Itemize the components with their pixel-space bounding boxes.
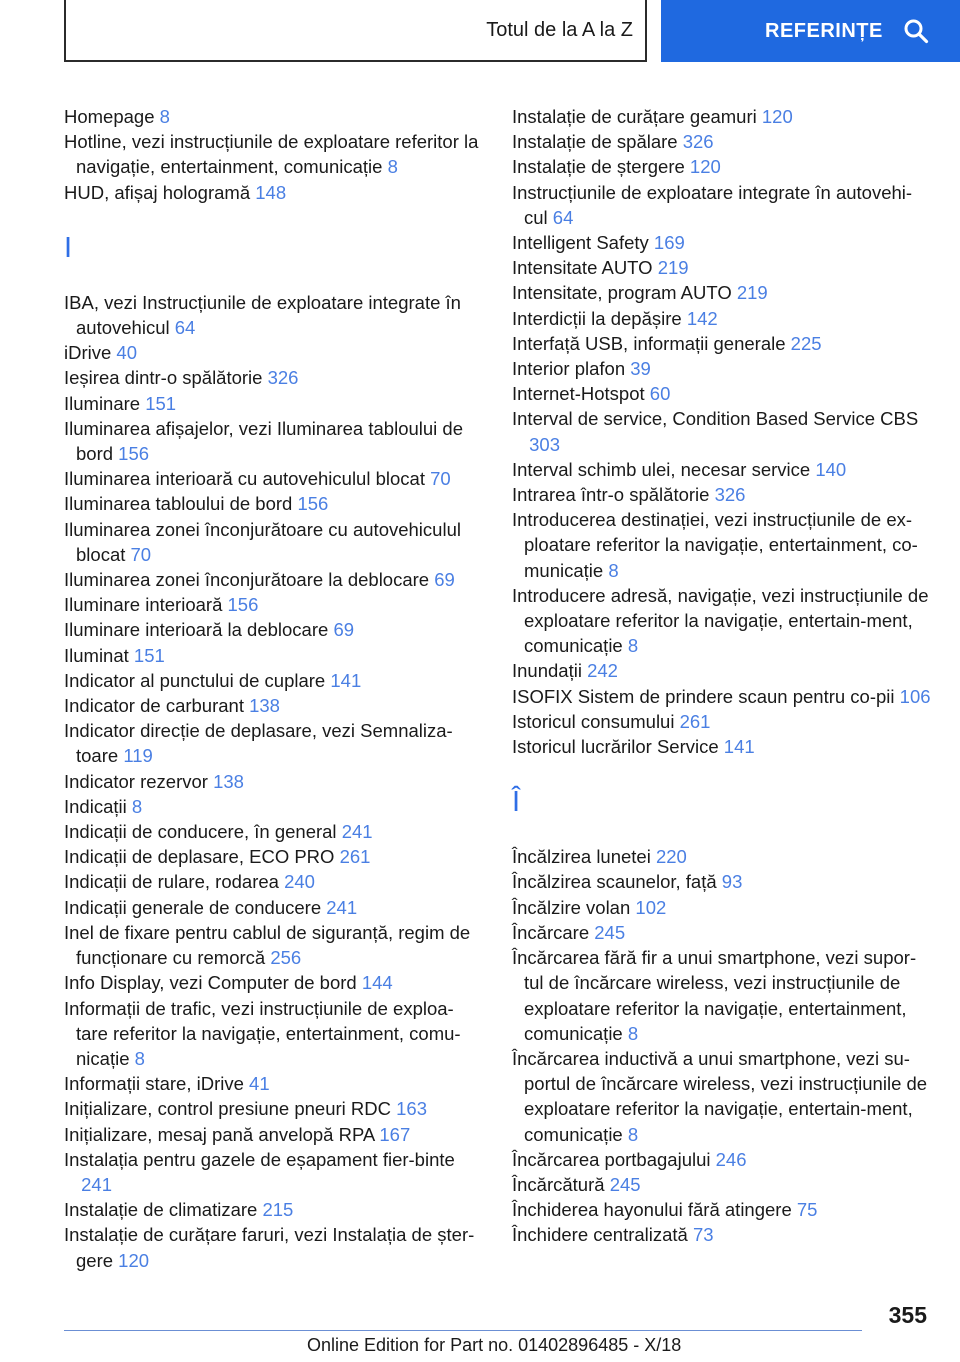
page-reference-link[interactable]: 156 <box>297 493 329 515</box>
page-reference-link[interactable]: 245 <box>609 1173 641 1195</box>
references-button-label: REFERINȚE <box>765 19 883 42</box>
index-entry <box>512 869 932 894</box>
index-entry <box>512 230 932 255</box>
index-entry-term: Iluminarea tabloului de bord <box>64 493 293 515</box>
index-entry-term: Instalație de ștergere <box>512 156 685 178</box>
index-entry <box>512 154 932 179</box>
index-entry-term: Indicator de carburant <box>64 695 244 717</box>
index-entry-term: Interval de service, Condition Based Service CBS <box>512 408 919 430</box>
page-reference-link[interactable]: 138 <box>249 695 280 717</box>
index-entry-term: Indicator al punctului de cuplare <box>64 669 326 691</box>
index-entry-term: Încărcarea portbagajului <box>512 1148 711 1170</box>
page-reference-link[interactable]: 326 <box>267 367 299 389</box>
index-entry-term: Inel de fixare pentru cablul de siguranță, regim de funcționare cu remorcă <box>64 921 471 969</box>
page-reference-link[interactable]: 245 <box>594 921 626 943</box>
index-entry <box>64 567 484 592</box>
page-reference-link[interactable]: 151 <box>133 644 165 666</box>
page-reference-link[interactable]: 215 <box>262 1199 294 1221</box>
page-reference-link[interactable]: 8 <box>608 559 619 581</box>
index-entry-term: Intensitate, program AUTO <box>512 282 732 304</box>
page-reference-link[interactable]: 120 <box>118 1249 150 1271</box>
index-entry <box>64 668 484 693</box>
index-entry <box>64 592 484 617</box>
page-reference-link[interactable]: 73 <box>693 1224 714 1246</box>
page-reference-link[interactable]: 246 <box>715 1148 747 1170</box>
index-entry-term: Instalație de curățare geamuri <box>512 106 757 127</box>
index-entry-term: Instalație de curățare faruri, vezi Instalația de șter-gere <box>64 1224 475 1271</box>
page-reference-link[interactable]: 120 <box>761 106 793 127</box>
page-reference-link[interactable]: 261 <box>339 846 371 868</box>
index-entry-term: Interfață USB, informații generale <box>512 332 786 354</box>
page-reference-link[interactable]: 8 <box>131 795 143 817</box>
page-reference-link[interactable]: 138 <box>213 770 244 792</box>
index-entry <box>64 491 484 516</box>
index-entry <box>64 970 484 995</box>
index-entry-term: Intelligent Safety <box>512 232 649 254</box>
index-entry <box>64 617 484 642</box>
page-reference-link[interactable]: 119 <box>123 745 153 767</box>
index-entry-term: Încălzire volan <box>512 896 631 918</box>
index-entry-term: iDrive <box>64 342 112 364</box>
index-entry-term: Inițializare, control presiune pneuri RDC <box>64 1098 391 1120</box>
index-entry-term: Instalația pentru gazele de eșapament fier-binte <box>64 1148 455 1170</box>
page-reference-link[interactable]: 220 <box>655 846 687 868</box>
index-entry-term: Interior plafon <box>512 358 626 380</box>
index-entry-term: Intensitate AUTO <box>512 257 653 279</box>
index-entry <box>512 583 932 659</box>
index-entry-term: Indicator rezervor <box>64 770 208 792</box>
page-reference-link[interactable]: 64 <box>174 317 196 339</box>
page-reference-link[interactable]: 69 <box>434 569 455 591</box>
index-entry-term: Interdicții la depășire <box>512 307 682 329</box>
page-reference-link[interactable]: 39 <box>630 358 651 380</box>
page-reference-link[interactable]: 148 <box>255 181 287 203</box>
index-entry-term: Închiderea hayonului fără atingere <box>512 1199 792 1221</box>
index-entry <box>64 517 484 567</box>
index-entry <box>64 895 484 920</box>
page-reference-link[interactable]: 40 <box>116 342 137 364</box>
index-entry <box>64 365 484 390</box>
page-reference-link[interactable]: 8 <box>627 1022 639 1044</box>
page-reference-link[interactable]: 219 <box>657 257 689 279</box>
index-entry <box>64 1122 484 1147</box>
page-number: 355 <box>888 1302 927 1328</box>
page-reference-link[interactable]: 241 <box>341 821 373 843</box>
footer-divider <box>64 1330 862 1331</box>
index-entry <box>64 643 484 668</box>
page-reference-link[interactable]: 326 <box>682 131 714 153</box>
index-entry-term: Iluminare interioară la deblocare <box>64 619 329 641</box>
index-entry-term: Iluminarea zonei înconjurătoare la deblocare <box>64 569 430 591</box>
page-reference-link[interactable]: 69 <box>333 619 355 641</box>
index-entry <box>64 180 484 205</box>
index-entry-term: Iluminat <box>64 644 129 666</box>
index-entry <box>512 331 932 356</box>
index-entry <box>512 1172 932 1197</box>
page-reference-link[interactable]: 256 <box>270 947 302 969</box>
page-reference-link[interactable]: 120 <box>689 156 721 178</box>
page-reference-link[interactable]: 241 <box>81 1173 113 1195</box>
page-reference-link[interactable]: 167 <box>379 1123 411 1145</box>
index-entry-term: Intrarea într-o spălătorie <box>512 484 710 506</box>
page-reference-link[interactable]: 41 <box>249 1073 270 1095</box>
index-entry-term: Încălzirea scaunelor, față <box>512 871 717 893</box>
index-entry-term: Info Display, vezi Computer de bord <box>64 972 357 994</box>
index-entry <box>64 129 484 179</box>
index-entry-term: Încărcarea fără fir a unui smartphone, vezi supor-tul de încărcare wireless, vezi instrucțiunile de exploatare referitor la navigație, entertainment, comunicație <box>512 947 917 1044</box>
index-entry <box>64 416 484 466</box>
index-entry <box>512 457 932 482</box>
index-entry-term: Încălzirea lunetei <box>512 846 651 868</box>
index-entry-term: Iluminarea interioară cu autovehiculul blocat <box>64 468 425 490</box>
footer-edition: Online Edition for Part no. 01402896485 - X/18 <box>307 1335 682 1355</box>
index-entry <box>512 406 932 456</box>
references-button[interactable] <box>661 0 960 62</box>
index-entry <box>64 104 484 129</box>
index-entry-term: Încărcarea inductivă a unui smartphone, vezi su-portul de încărcare wireless, vezi instrucțiunile de exploatare referitor la navigație, entertain-ment, comunicație <box>512 1047 928 1145</box>
index-entry <box>512 734 932 759</box>
page-reference-link[interactable]: 8 <box>134 1047 145 1069</box>
index-entry <box>512 1222 932 1247</box>
page-reference-link[interactable]: 70 <box>130 543 152 565</box>
index-entry-term: Internet-Hotspot <box>512 383 645 405</box>
index-entry <box>512 1197 932 1222</box>
index-entry <box>64 1197 484 1222</box>
page-reference-link[interactable]: 64 <box>552 206 574 228</box>
index-entry-term: Instalație de climatizare <box>64 1199 258 1221</box>
index-entry-term: Introducerea destinației, vezi instrucțiunile de ex-ploatare referitor la navigație, entertainment, co-municație <box>512 509 918 581</box>
page-reference-link[interactable]: 219 <box>736 282 768 304</box>
index-entry-term: Instrucțiunile de exploatare integrate în autovehi-cul <box>512 181 913 228</box>
page-reference-link[interactable]: 156 <box>227 594 259 616</box>
page-reference-link[interactable]: 140 <box>815 458 847 480</box>
index-entry <box>512 507 932 583</box>
index-entry-term: Indicații de rulare, rodarea <box>64 871 279 893</box>
index-entry-term: Închidere centralizată <box>512 1224 688 1246</box>
page-reference-link[interactable]: 60 <box>649 383 671 405</box>
index-entry <box>512 1046 932 1147</box>
page-reference-link[interactable]: 326 <box>714 484 746 506</box>
index-entry-term: Indicator direcție de deplasare, vezi Semnaliza-toare <box>64 720 453 767</box>
index-entry <box>64 1147 484 1197</box>
index-column-right <box>512 104 932 1248</box>
search-icon <box>903 18 929 44</box>
index-entry-term: Introducere adresă, navigație, vezi instrucțiunile de exploatare referitor la navigație, entertain-ment, comunicație <box>512 584 929 657</box>
index-entry-term: Informații de trafic, vezi instrucțiunile de exploa-tare referitor la navigație, entertainment, comu-nicație <box>64 997 461 1069</box>
index-entry <box>64 340 484 365</box>
index-entry-term: Ieșirea dintr-o spălătorie <box>64 367 263 389</box>
index-entry-term: ISOFIX Sistem de prindere scaun pentru co-pii <box>512 685 895 707</box>
index-entry <box>64 920 484 970</box>
index-entry-term: Încărcare <box>512 921 590 943</box>
index-entry <box>64 769 484 794</box>
index-entry <box>64 693 484 718</box>
index-entry <box>512 280 932 305</box>
page-reference-link[interactable]: 151 <box>145 392 177 414</box>
index-entry-term: Inundații <box>512 660 582 682</box>
page-reference-link[interactable]: 242 <box>587 660 618 682</box>
index-entry <box>512 945 932 1046</box>
index-entry <box>64 869 484 894</box>
page-reference-link[interactable]: 225 <box>790 332 822 354</box>
index-entry-term: Interval schimb ulei, necesar service <box>512 458 811 480</box>
page-reference-link[interactable]: 75 <box>796 1199 818 1221</box>
page-reference-link[interactable]: 142 <box>686 307 718 329</box>
index-entry-term: Inițializare, mesaj pană anvelopă RPA <box>64 1123 375 1145</box>
index-entry <box>512 844 932 869</box>
index-entry <box>64 1096 484 1121</box>
index-entry <box>64 290 484 340</box>
index-entry-term: Indicații de deplasare, ECO PRO <box>64 846 335 868</box>
index-entry <box>512 129 932 154</box>
index-entry-term: Homepage <box>64 106 155 127</box>
page-reference-link[interactable]: 106 <box>899 685 931 707</box>
index-entry-term: Instalație de spălare <box>512 131 678 153</box>
index-entry-term: Istoricul lucrărilor Service <box>512 736 719 758</box>
index-entry <box>512 180 932 230</box>
index-entry <box>512 482 932 507</box>
page-reference-link[interactable]: 70 <box>430 468 451 490</box>
index-entry-term: Iluminare <box>64 392 141 414</box>
index-entry <box>64 794 484 819</box>
index-entry-term: Indicații <box>64 795 127 817</box>
index-entry-term: Iluminarea zonei înconjurătoare cu autovehiculul blocat <box>64 518 461 565</box>
index-entry <box>64 1222 484 1272</box>
index-entry-term: Încărcătură <box>512 1173 605 1195</box>
index-entry <box>512 1147 932 1172</box>
page-reference-link[interactable]: 93 <box>721 871 743 893</box>
index-entry <box>512 920 932 945</box>
index-entry <box>512 255 932 280</box>
index-entry <box>64 466 484 491</box>
index-entry-term: IBA, vezi Instrucțiunile de exploatare integrate în autovehicul <box>64 291 461 339</box>
page-reference-link[interactable]: 144 <box>361 972 393 994</box>
index-entry-term: Hotline, vezi instrucțiunile de exploatare referitor la navigație, entertainment, comunicație <box>64 131 479 178</box>
page-reference-link[interactable]: 261 <box>679 710 711 732</box>
index-entry-term: Indicații de conducere, în general <box>64 821 337 843</box>
index-entry <box>512 356 932 381</box>
index-entry <box>64 819 484 844</box>
section-title: Totul de la A la Z <box>486 18 633 41</box>
page-reference-link[interactable]: 241 <box>326 896 358 918</box>
index-entry <box>512 104 932 129</box>
page-reference-link[interactable]: 8 <box>159 106 170 127</box>
page-reference-link[interactable]: 141 <box>330 669 362 691</box>
index-entry <box>64 996 484 1072</box>
page-reference-link[interactable]: 102 <box>635 896 667 918</box>
page-reference-link[interactable]: 8 <box>627 1123 639 1145</box>
page-reference-link[interactable]: 163 <box>396 1098 427 1120</box>
index-entry <box>64 391 484 416</box>
index-entry <box>512 895 932 920</box>
page-reference-link[interactable]: 240 <box>284 871 315 893</box>
index-entry <box>512 306 932 331</box>
page-reference-link[interactable]: 8 <box>627 635 639 657</box>
page-reference-link[interactable]: 8 <box>387 156 398 178</box>
index-entry <box>64 718 484 768</box>
index-entry <box>512 658 932 683</box>
index-entry <box>64 844 484 869</box>
page-reference-link[interactable]: 156 <box>118 443 150 465</box>
index-column-left <box>64 104 484 1273</box>
index-letter-heading: I <box>64 231 73 264</box>
page-reference-link[interactable]: 303 <box>529 433 561 455</box>
index-entry-term: Indicații generale de conducere <box>64 896 322 918</box>
section-title-tab[interactable] <box>64 0 647 62</box>
index-entry <box>64 1071 484 1096</box>
page-reference-link[interactable]: 169 <box>653 232 685 254</box>
index-entry <box>512 709 932 734</box>
index-entry-term: HUD, afișaj hologramă <box>64 181 251 203</box>
index-entry-term: Iluminarea afișajelor, vezi Iluminarea tabloului de bord <box>64 417 463 465</box>
page-reference-link[interactable]: 141 <box>723 736 755 758</box>
index-entry-term: Iluminare interioară <box>64 594 223 616</box>
index-entry <box>512 684 932 709</box>
index-letter-heading: Î <box>512 786 521 819</box>
index-entry <box>512 381 932 406</box>
index-entry-term: Istoricul consumului <box>512 710 675 732</box>
index-entry-term: Informații stare, iDrive <box>64 1073 244 1095</box>
